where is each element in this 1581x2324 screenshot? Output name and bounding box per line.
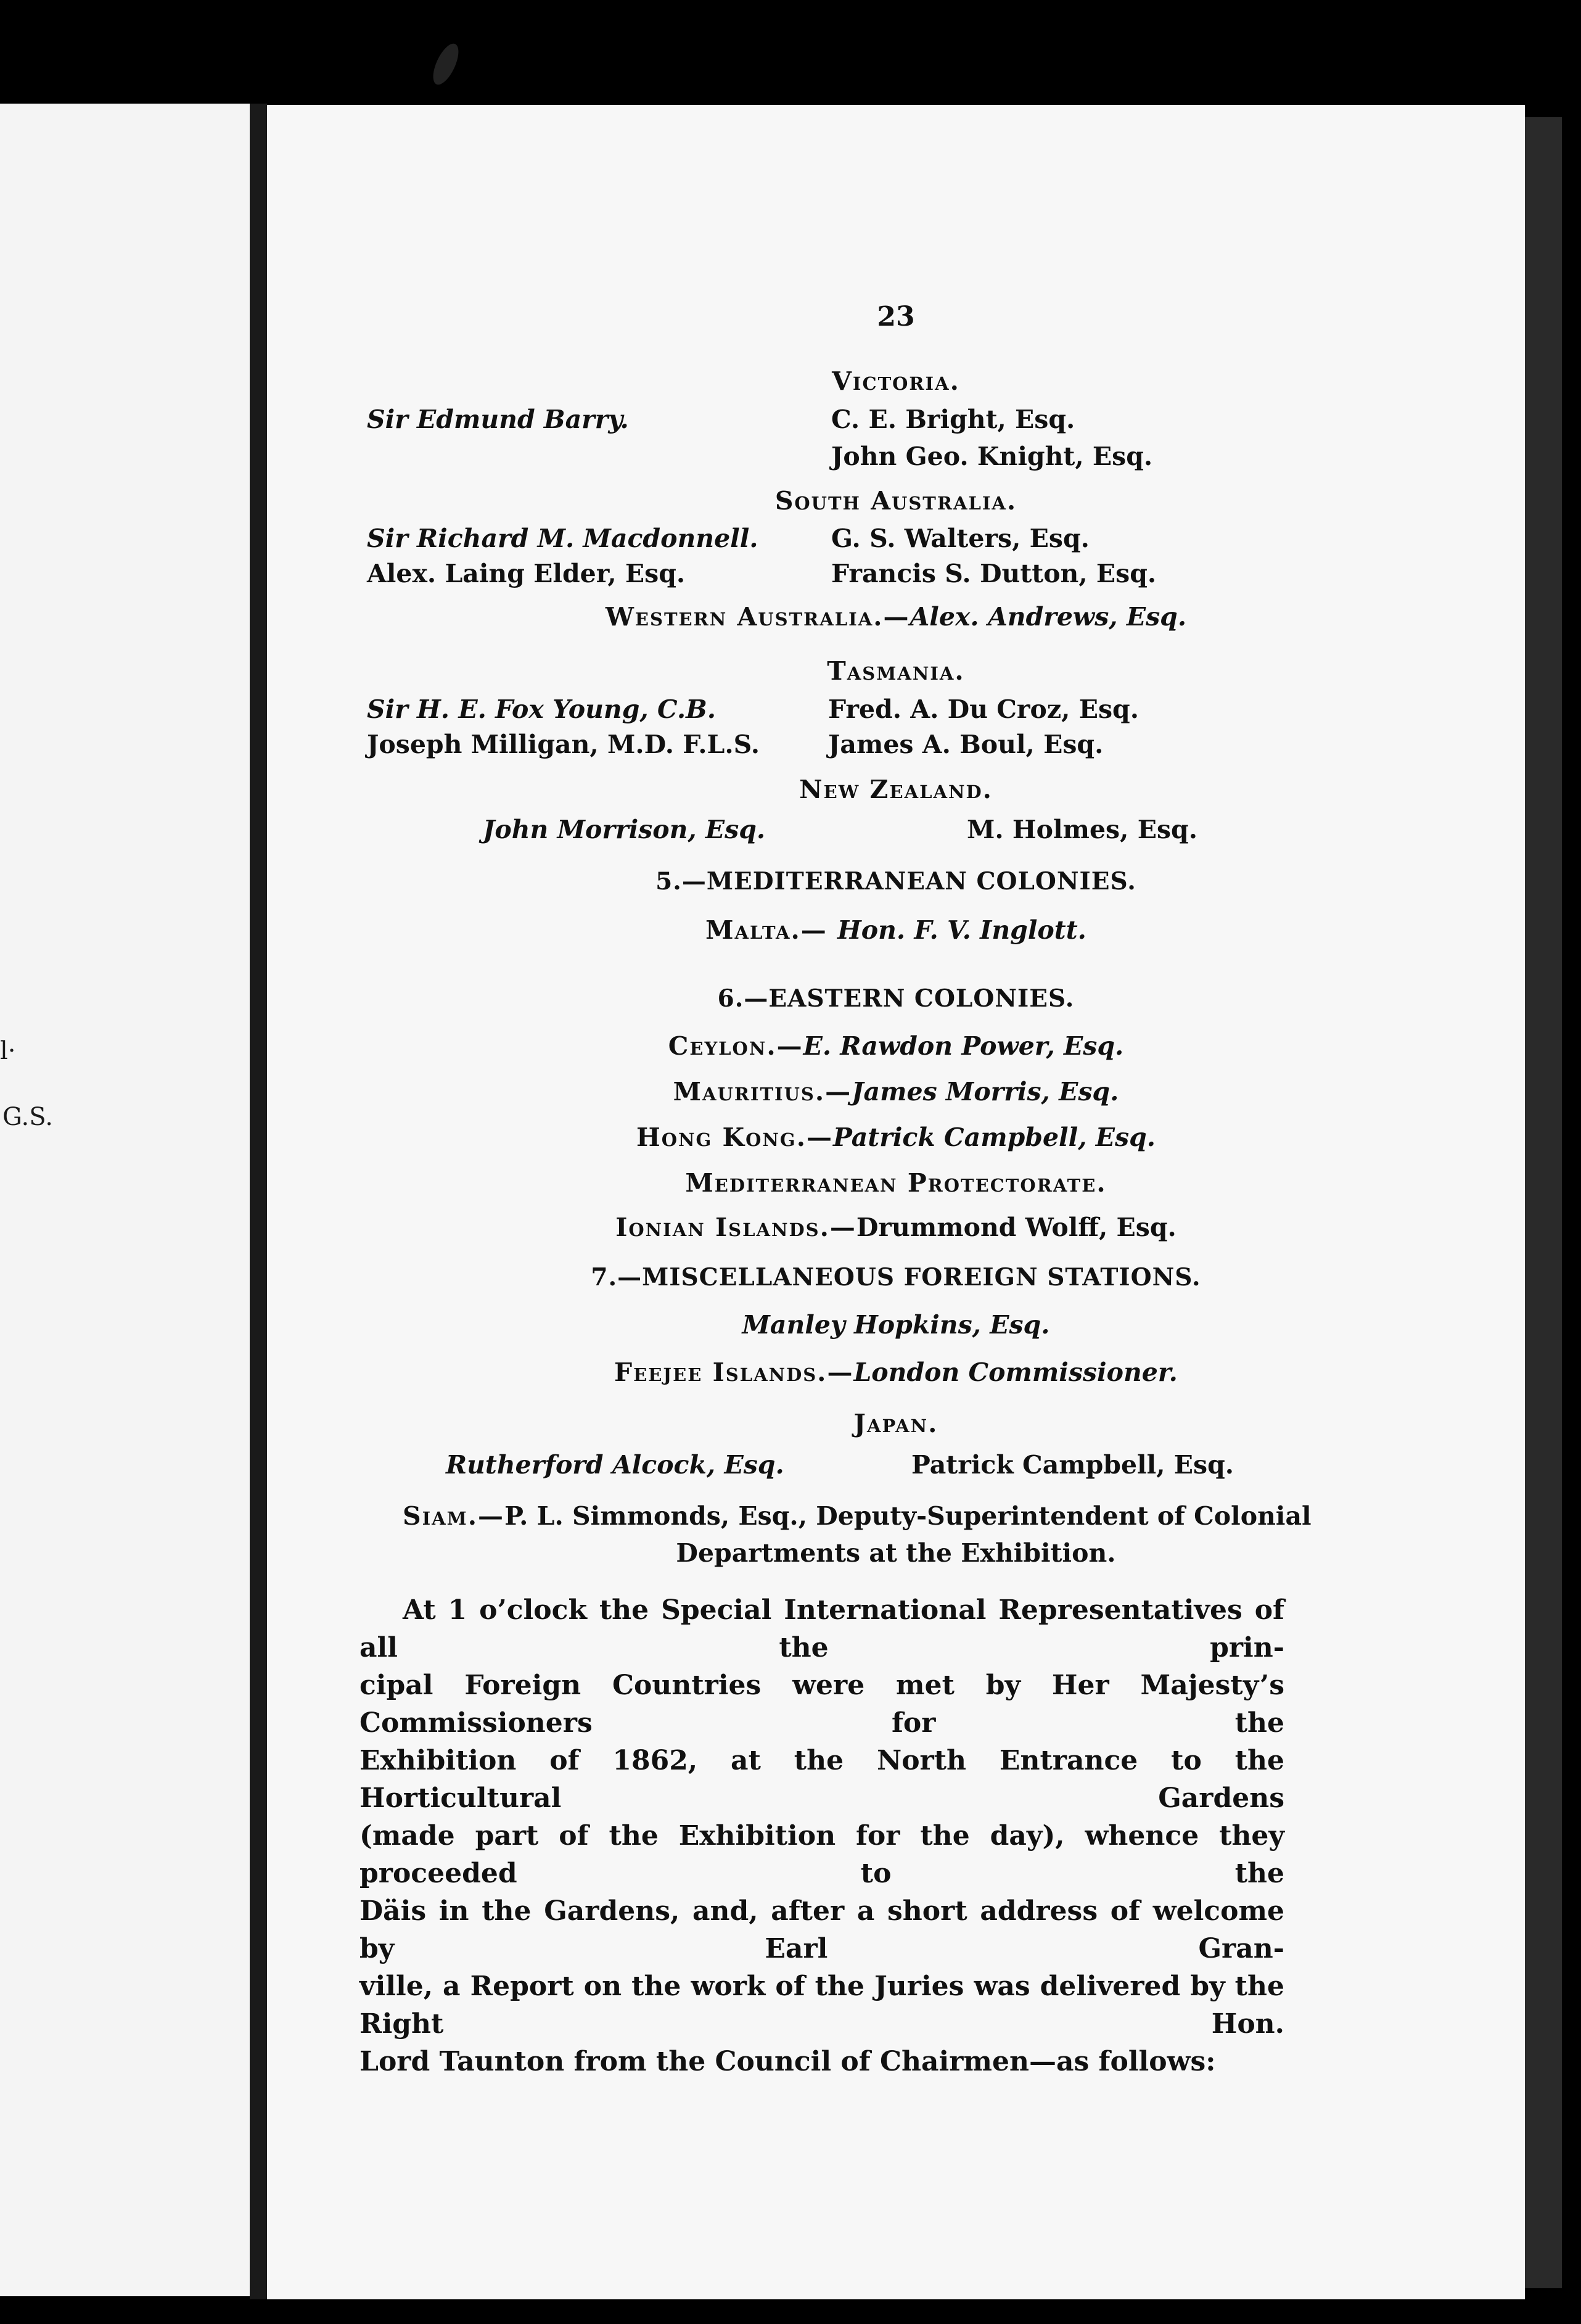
colony-name: Ionian Islands.— xyxy=(615,1213,856,1242)
paragraph-line: cipal Foreign Countries were met by Her Majesty’s Commissioners for the xyxy=(359,1670,1284,1739)
representative-name: P. L. Simmonds, Esq., Deputy-Superintendent of Colonial xyxy=(504,1501,1312,1531)
representative-name: Manley Hopkins, Esq. xyxy=(742,1310,1050,1340)
representative-name: Hon. F. V. Inglott. xyxy=(837,915,1086,945)
section-heading: Mediterranean Protectorate. xyxy=(685,1168,1107,1198)
paragraph-line: Däis in the Gardens, and, after a short address of welcome by Earl Gran- xyxy=(359,1895,1284,1964)
colony-entry xyxy=(267,1031,1525,1061)
paragraph-line: (made part of the Exhibition for the day), whence they proceeded to the xyxy=(359,1820,1284,1889)
representative-name: Rutherford Alcock, Esq. xyxy=(446,1450,784,1480)
section-heading: 7.—MISCELLANEOUS FOREIGN STATIONS. xyxy=(591,1263,1201,1292)
facing-page-text: l· xyxy=(0,1037,16,1065)
section-heading: New Zealand. xyxy=(799,775,993,804)
section-heading: 5.—MEDITERRANEAN COLONIES. xyxy=(655,867,1136,896)
colony-entry xyxy=(267,604,1525,630)
representative-name: Sir Richard M. Macdonnell. xyxy=(367,524,758,553)
representative-name: Patrick Campbell, Esq. xyxy=(911,1450,1234,1480)
representative-name: Sir H. E. Fox Young, C.B. xyxy=(367,694,717,724)
page-number: 23 xyxy=(877,301,915,332)
paragraph-line: Exhibition of 1862, at the North Entrance to the Horticultural Gardens xyxy=(359,1745,1284,1814)
book-gutter xyxy=(250,104,267,2299)
colony-entry xyxy=(267,1215,1525,1240)
paragraph-line: Lord Taunton from the Council of Chairmen—as follows: xyxy=(359,2046,1216,2077)
representative-name: James A. Boul, Esq. xyxy=(828,730,1104,759)
colony-entry xyxy=(267,915,1525,945)
section-heading: South Australia. xyxy=(774,486,1017,516)
colony-entry xyxy=(267,1125,1525,1150)
representative-name: E. Rawdon Power, Esq. xyxy=(803,1031,1124,1061)
colony-name: Mauritius.— xyxy=(673,1077,852,1106)
facing-page-text: G.S. xyxy=(2,1103,53,1131)
colony-entry xyxy=(403,1501,1312,1531)
body-paragraph xyxy=(359,1591,1284,2080)
representative-name: Alex. Andrews, Esq. xyxy=(910,602,1187,632)
colony-name: Malta.— xyxy=(705,915,838,945)
representative-name: Alex. Laing Elder, Esq. xyxy=(367,559,686,588)
section-heading: 6.—EASTERN COLONIES. xyxy=(717,984,1075,1013)
representative-name: C. E. Bright, Esq. xyxy=(831,405,1075,434)
colony-entry-continuation: Departments at the Exhibition. xyxy=(676,1538,1116,1568)
representative-name: Drummond Wolff, Esq. xyxy=(856,1213,1177,1242)
colony-name: Siam.— xyxy=(403,1501,505,1531)
representative-name: Patrick Campbell, Esq. xyxy=(832,1123,1156,1152)
paragraph-line: At 1 o’clock the Special International Representatives of all the prin- xyxy=(359,1594,1284,1663)
representative-name: G. S. Walters, Esq. xyxy=(831,524,1090,553)
representative-name: James Morris, Esq. xyxy=(852,1077,1119,1106)
representative-name: John Geo. Knight, Esq. xyxy=(831,442,1153,471)
representative-name: Fred. A. Du Croz, Esq. xyxy=(828,694,1139,724)
book-page xyxy=(267,105,1525,2299)
representative-name: Francis S. Dutton, Esq. xyxy=(831,559,1157,588)
representative-name: M. Holmes, Esq. xyxy=(967,815,1197,844)
ink-blot xyxy=(428,40,464,88)
representative-name: John Morrison, Esq. xyxy=(483,815,766,844)
section-heading: Japan. xyxy=(853,1409,938,1438)
colony-entry xyxy=(267,1360,1525,1385)
section-heading: Victoria. xyxy=(832,366,960,396)
facing-page-fragment xyxy=(0,104,250,2296)
colony-name: Feejee Islands.— xyxy=(614,1358,854,1387)
representative-name: London Commissioner. xyxy=(853,1358,1178,1387)
colony-name: Ceylon.— xyxy=(668,1031,803,1061)
colony-entry xyxy=(267,1079,1525,1105)
paragraph-line: ville, a Report on the work of the Juries was delivered by the Right Hon. xyxy=(359,1971,1284,2040)
colony-name: Hong Kong.— xyxy=(636,1123,833,1152)
colony-name: Western Australia.— xyxy=(605,602,910,632)
representative-name: Joseph Milligan, M.D. F.L.S. xyxy=(367,730,760,759)
section-heading: Tasmania. xyxy=(827,656,965,686)
page-edge-shadow xyxy=(1525,117,1562,2288)
representative-name: Sir Edmund Barry. xyxy=(367,405,629,434)
